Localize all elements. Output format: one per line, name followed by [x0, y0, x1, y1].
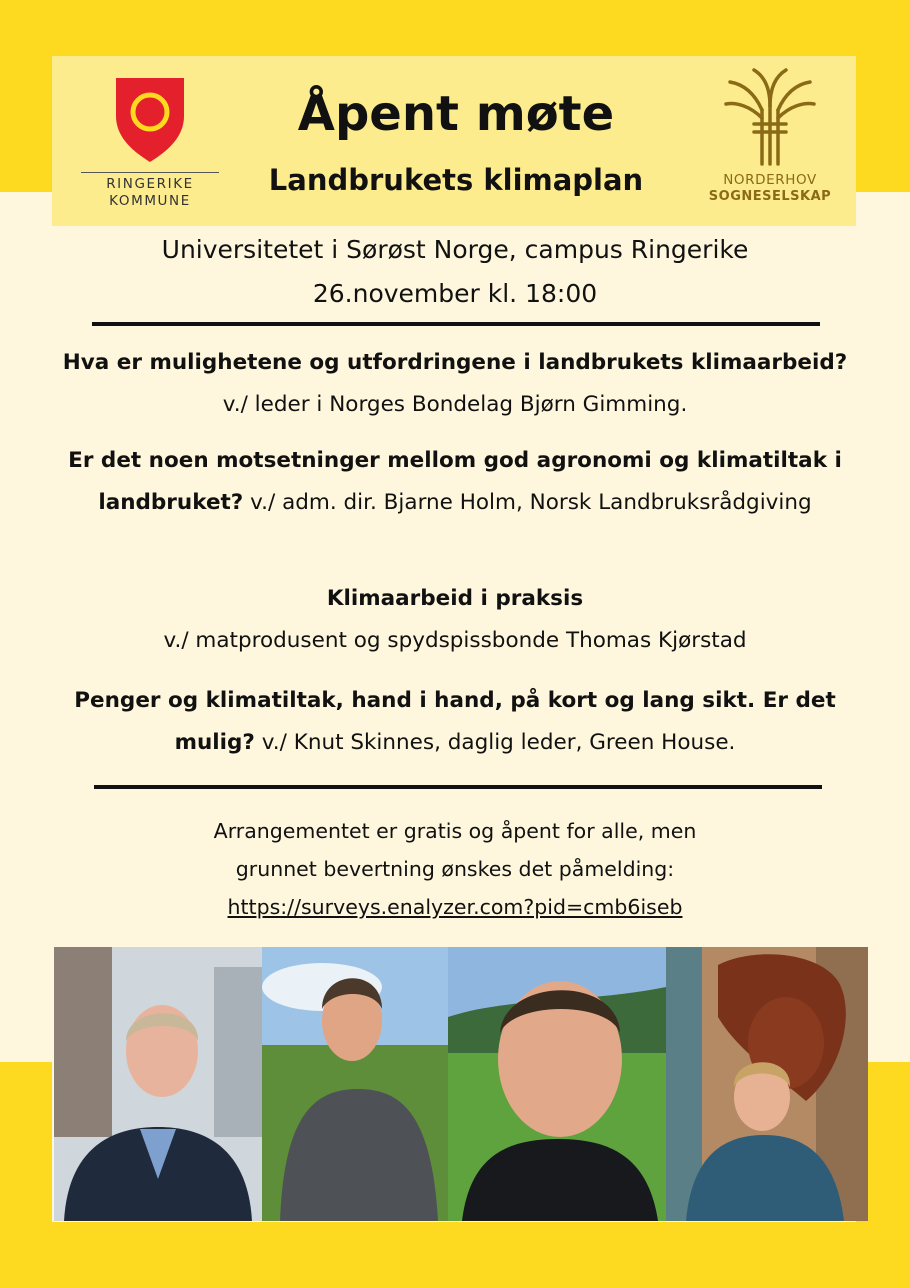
talk-topic: Klimaarbeid i praksis — [326, 586, 584, 611]
info-line1: Arrangementet er gratis og åpent for alle, men — [213, 819, 697, 843]
divider-bottom — [94, 785, 822, 789]
speaker-photo-4 — [666, 947, 868, 1221]
speaker-photo-3 — [448, 947, 666, 1221]
talk-topic: Hva er mulighetene og utfordringene i landbrukets klimaarbeid? — [62, 350, 848, 375]
registration-info — [60, 812, 850, 926]
page-title: Åpent møte — [297, 86, 615, 142]
talk-topic: Er det noen motsetninger mellom god agronomi og klimatiltak i landbruket? — [68, 448, 842, 515]
venue-block — [60, 228, 850, 316]
logo-left-line1: RINGERIKE — [106, 176, 194, 192]
registration-link[interactable]: https://surveys.enalyzer.com?pid=cmb6iseb — [227, 895, 683, 919]
speaker-photo-2 — [262, 947, 448, 1221]
info-line2: grunnet bevertning ønskes det påmelding: — [235, 857, 675, 881]
talk-item — [60, 342, 850, 426]
logo-right-line2: SOGNESELSKAP — [708, 189, 832, 204]
talk-topic: Penger og klimatiltak, hand i hand, på kort og lang sikt. Er det mulig? — [74, 688, 836, 755]
talk-item — [60, 680, 850, 764]
talk-speaker: v./ Knut Skinnes, daglig leder, Green House. — [261, 730, 736, 755]
logo-right-line1: NORDERHOV — [723, 172, 817, 188]
coat-of-arms-icon — [114, 76, 186, 164]
logo-divider — [81, 172, 219, 173]
wheat-sheaf-icon — [724, 66, 816, 166]
talk-item — [60, 440, 850, 524]
talk-item — [60, 578, 850, 662]
venue-place: Universitetet i Sørøst Norge, campus Ringerike — [161, 235, 749, 264]
speaker-photo-1 — [54, 947, 262, 1221]
venue-datetime: 26.november kl. 18:00 — [312, 279, 598, 308]
norderhov-sogneselskap-logo — [700, 66, 840, 216]
talk-speaker: v./ leder i Norges Bondelag Bjørn Gimming. — [222, 392, 688, 417]
speaker-photos — [54, 947, 868, 1221]
divider-top — [92, 322, 820, 326]
talk-speaker: v./ adm. dir. Bjarne Holm, Norsk Landbruksrådgiving — [250, 490, 812, 515]
logo-left-line2: KOMMUNE — [109, 193, 191, 209]
ringerike-kommune-logo — [78, 76, 222, 216]
page-subtitle: Landbrukets klimaplan — [268, 163, 644, 197]
talk-speaker: v./ matprodusent og spydspissbonde Thomas Kjørstad — [163, 628, 747, 653]
